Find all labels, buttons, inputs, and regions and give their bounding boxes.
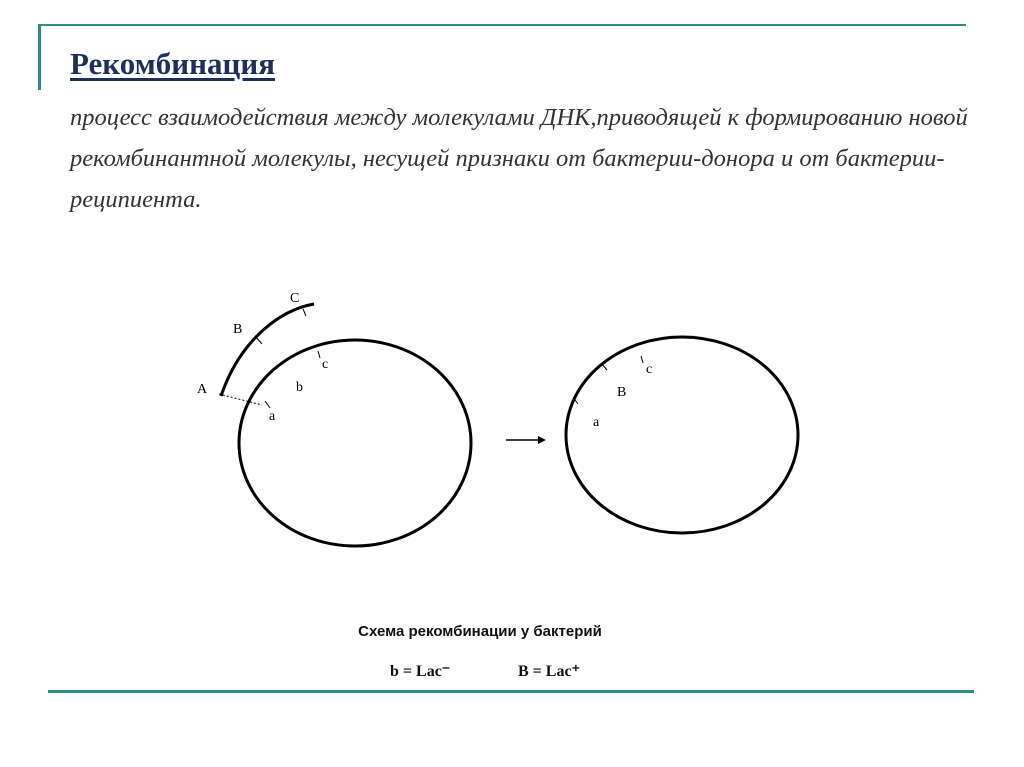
slide-title: Рекомбинация [70,46,275,81]
transform-arrow-head [538,436,546,444]
recipient-tick-c [318,351,320,358]
crossover-line [219,394,262,405]
label-recipient-c: c [322,357,329,372]
diagram-caption: Схема рекомбинации у бактерий [358,623,602,640]
result-tick-B [602,364,607,370]
label-recipient-b: b [296,380,303,395]
label-result-c: c [646,362,653,377]
slide-subtitle: процесс взаимодействия между молекулами ДНК,приводящей к формированию новой рекомбинантной молекулы, несущей признаки от бактерии-донора и от бактерии-реципиента. [70,104,968,213]
label-donor-C: C [290,291,300,306]
formula-left: b = Lac⁻ [390,663,451,680]
recipient-tick-a [265,401,270,408]
recombinant-chromosome-circle [566,337,798,533]
frame-bottom-rule [48,690,974,693]
result-tick-c [641,356,643,363]
donor-tick-b [256,337,262,344]
label-donor-A: A [197,382,208,397]
label-recipient-a: a [269,409,276,424]
formula-right: B = Lac⁺ [518,663,581,680]
recipient-chromosome-circle [239,340,471,546]
label-result-a: a [593,415,600,430]
label-donor-B: B [233,322,243,337]
label-result-B: B [617,385,627,400]
donor-tick-c [303,309,306,316]
